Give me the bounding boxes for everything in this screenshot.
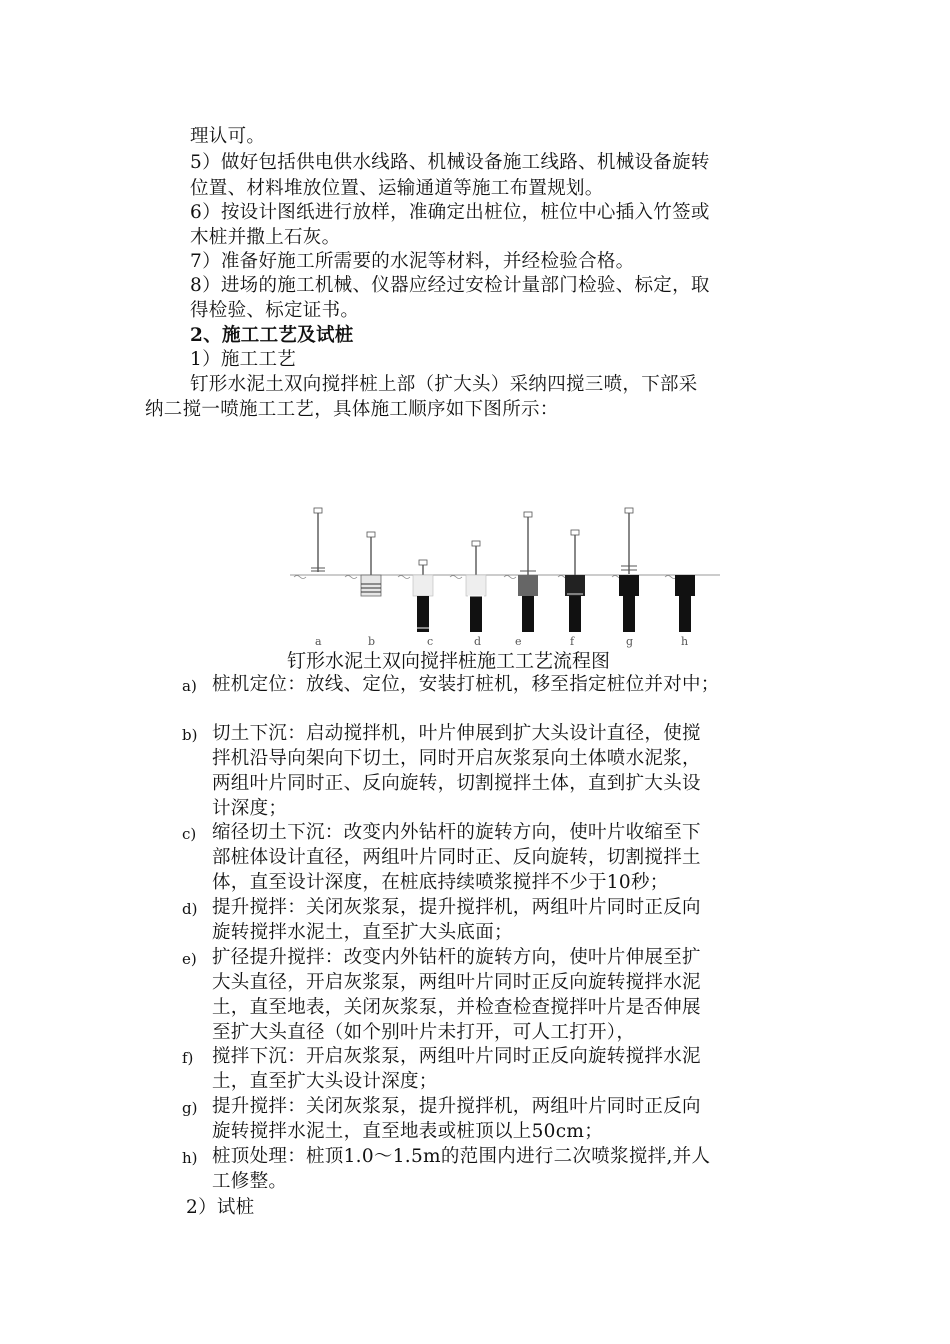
stage-label: g — [626, 635, 634, 648]
text-line: 位置、材料堆放位置、运输通道等施工布置规划。 — [190, 178, 604, 199]
step-line: 旋转搅拌水泥土，直至地表或桩顶以上50cm； — [212, 1121, 604, 1142]
step-marker: b) — [182, 726, 198, 744]
step-line: 搅拌下沉：开启灰浆泵，两组叶片同时正反向旋转搅拌水泥 — [212, 1046, 701, 1067]
step-marker: a) — [182, 677, 197, 695]
step-marker: g) — [182, 1099, 198, 1117]
step-marker: c) — [182, 825, 197, 843]
stage-label: a — [315, 635, 322, 648]
stage-label: c — [427, 635, 434, 648]
subheading: 2）试桩 — [186, 1197, 255, 1218]
step-line: 体，直至设计深度，在桩底持续喷浆搅拌不少于10秒； — [212, 872, 669, 893]
intro-line: 钉形水泥土双向搅拌桩上部（扩大头）采纳四搅三喷，下部采 — [190, 374, 698, 395]
process-flow-figure — [290, 500, 720, 650]
text-line: 理认可。 — [190, 126, 266, 147]
stage-g-rig — [619, 508, 639, 632]
stage-label: d — [474, 635, 482, 648]
step-line: 桩顶处理：桩顶1.0～1.5m的范围内进行二次喷浆搅拌,并人 — [212, 1146, 711, 1167]
stage-f-rig — [565, 530, 585, 632]
text-line: 8）进场的施工机械、仪器应经过安检计量部门检验、标定，取 — [190, 275, 710, 296]
text-line: 6）按设计图纸进行放样，准确定出桩位，桩位中心插入竹签或 — [190, 202, 710, 223]
figure-caption: 钉形水泥土双向搅拌桩施工工艺流程图 — [287, 650, 611, 672]
stage-d-rig — [466, 541, 486, 632]
step-line: 提升搅拌：关闭灰浆泵，提升搅拌机，两组叶片同时正反向 — [212, 1096, 701, 1117]
stage-h-pile — [675, 575, 695, 632]
step-line: 两组叶片同时正、反向旋转，切割搅拌土体，直到扩大头设 — [212, 773, 701, 794]
stage-label: e — [515, 635, 522, 648]
stage-label: f — [570, 635, 575, 648]
section-heading: 2、施工工艺及试桩 — [190, 325, 354, 346]
step-marker: e) — [182, 950, 197, 968]
step-marker: f) — [182, 1049, 194, 1067]
step-line: 切土下沉：启动搅拌机，叶片伸展到扩大头设计直径，使搅 — [212, 723, 701, 744]
step-line: 部桩体设计直径，两组叶片同时正、反向旋转，切割搅拌土 — [212, 847, 701, 868]
step-line: 土，直至扩大头设计深度； — [212, 1071, 438, 1092]
subheading: 1）施工工艺 — [190, 349, 297, 370]
text-line: 5）做好包括供电供水线路、机械设备施工线路、机械设备旋转 — [190, 152, 710, 173]
step-line: 至扩大头直径（如个别叶片未打开，可人工打开）， — [212, 1022, 636, 1043]
text-line: 木桩并撒上石灰。 — [190, 227, 341, 248]
stage-label: b — [368, 635, 376, 648]
intro-line: 纳二搅一喷施工工艺，具体施工顺序如下图所示： — [145, 399, 559, 420]
stage-a-rig — [311, 508, 325, 572]
stage-b-rig — [361, 532, 381, 596]
step-marker: d) — [182, 900, 198, 918]
step-line: 计深度； — [212, 798, 288, 819]
step-line: 提升搅拌：关闭灰浆泵，提升搅拌机，两组叶片同时正反向 — [212, 897, 701, 918]
step-line: 扩径提升搅拌：改变内外钻杆的旋转方向，使叶片伸展至扩 — [212, 947, 701, 968]
text-line: 7）准备好施工所需要的水泥等材料，并经检验合格。 — [190, 251, 635, 272]
step-line: 工修整。 — [212, 1171, 288, 1192]
stage-label: h — [681, 635, 689, 648]
step-marker: h) — [182, 1149, 198, 1167]
step-line: 桩机定位：放线、定位，安装打桩机，移至指定桩位并对中； — [212, 674, 720, 695]
step-line: 土，直至地表，关闭灰浆泵，并检查检查搅拌叶片是否伸展 — [212, 997, 701, 1018]
step-line: 缩径切土下沉：改变内外钻杆的旋转方向，使叶片收缩至下 — [212, 822, 701, 843]
process-flow-diagram — [290, 500, 720, 650]
step-line: 旋转搅拌水泥土，直至扩大头底面； — [212, 922, 513, 943]
step-line: 拌机沿导向架向下切土，同时开启灰浆泵向土体喷水泥浆， — [212, 748, 701, 769]
stage-c-rig — [413, 560, 433, 632]
stage-e-rig — [518, 512, 538, 632]
text-line: 得检验、标定证书。 — [190, 300, 360, 321]
step-line: 大头直径，开启灰浆泵，两组叶片同时正反向旋转搅拌水泥 — [212, 972, 701, 993]
